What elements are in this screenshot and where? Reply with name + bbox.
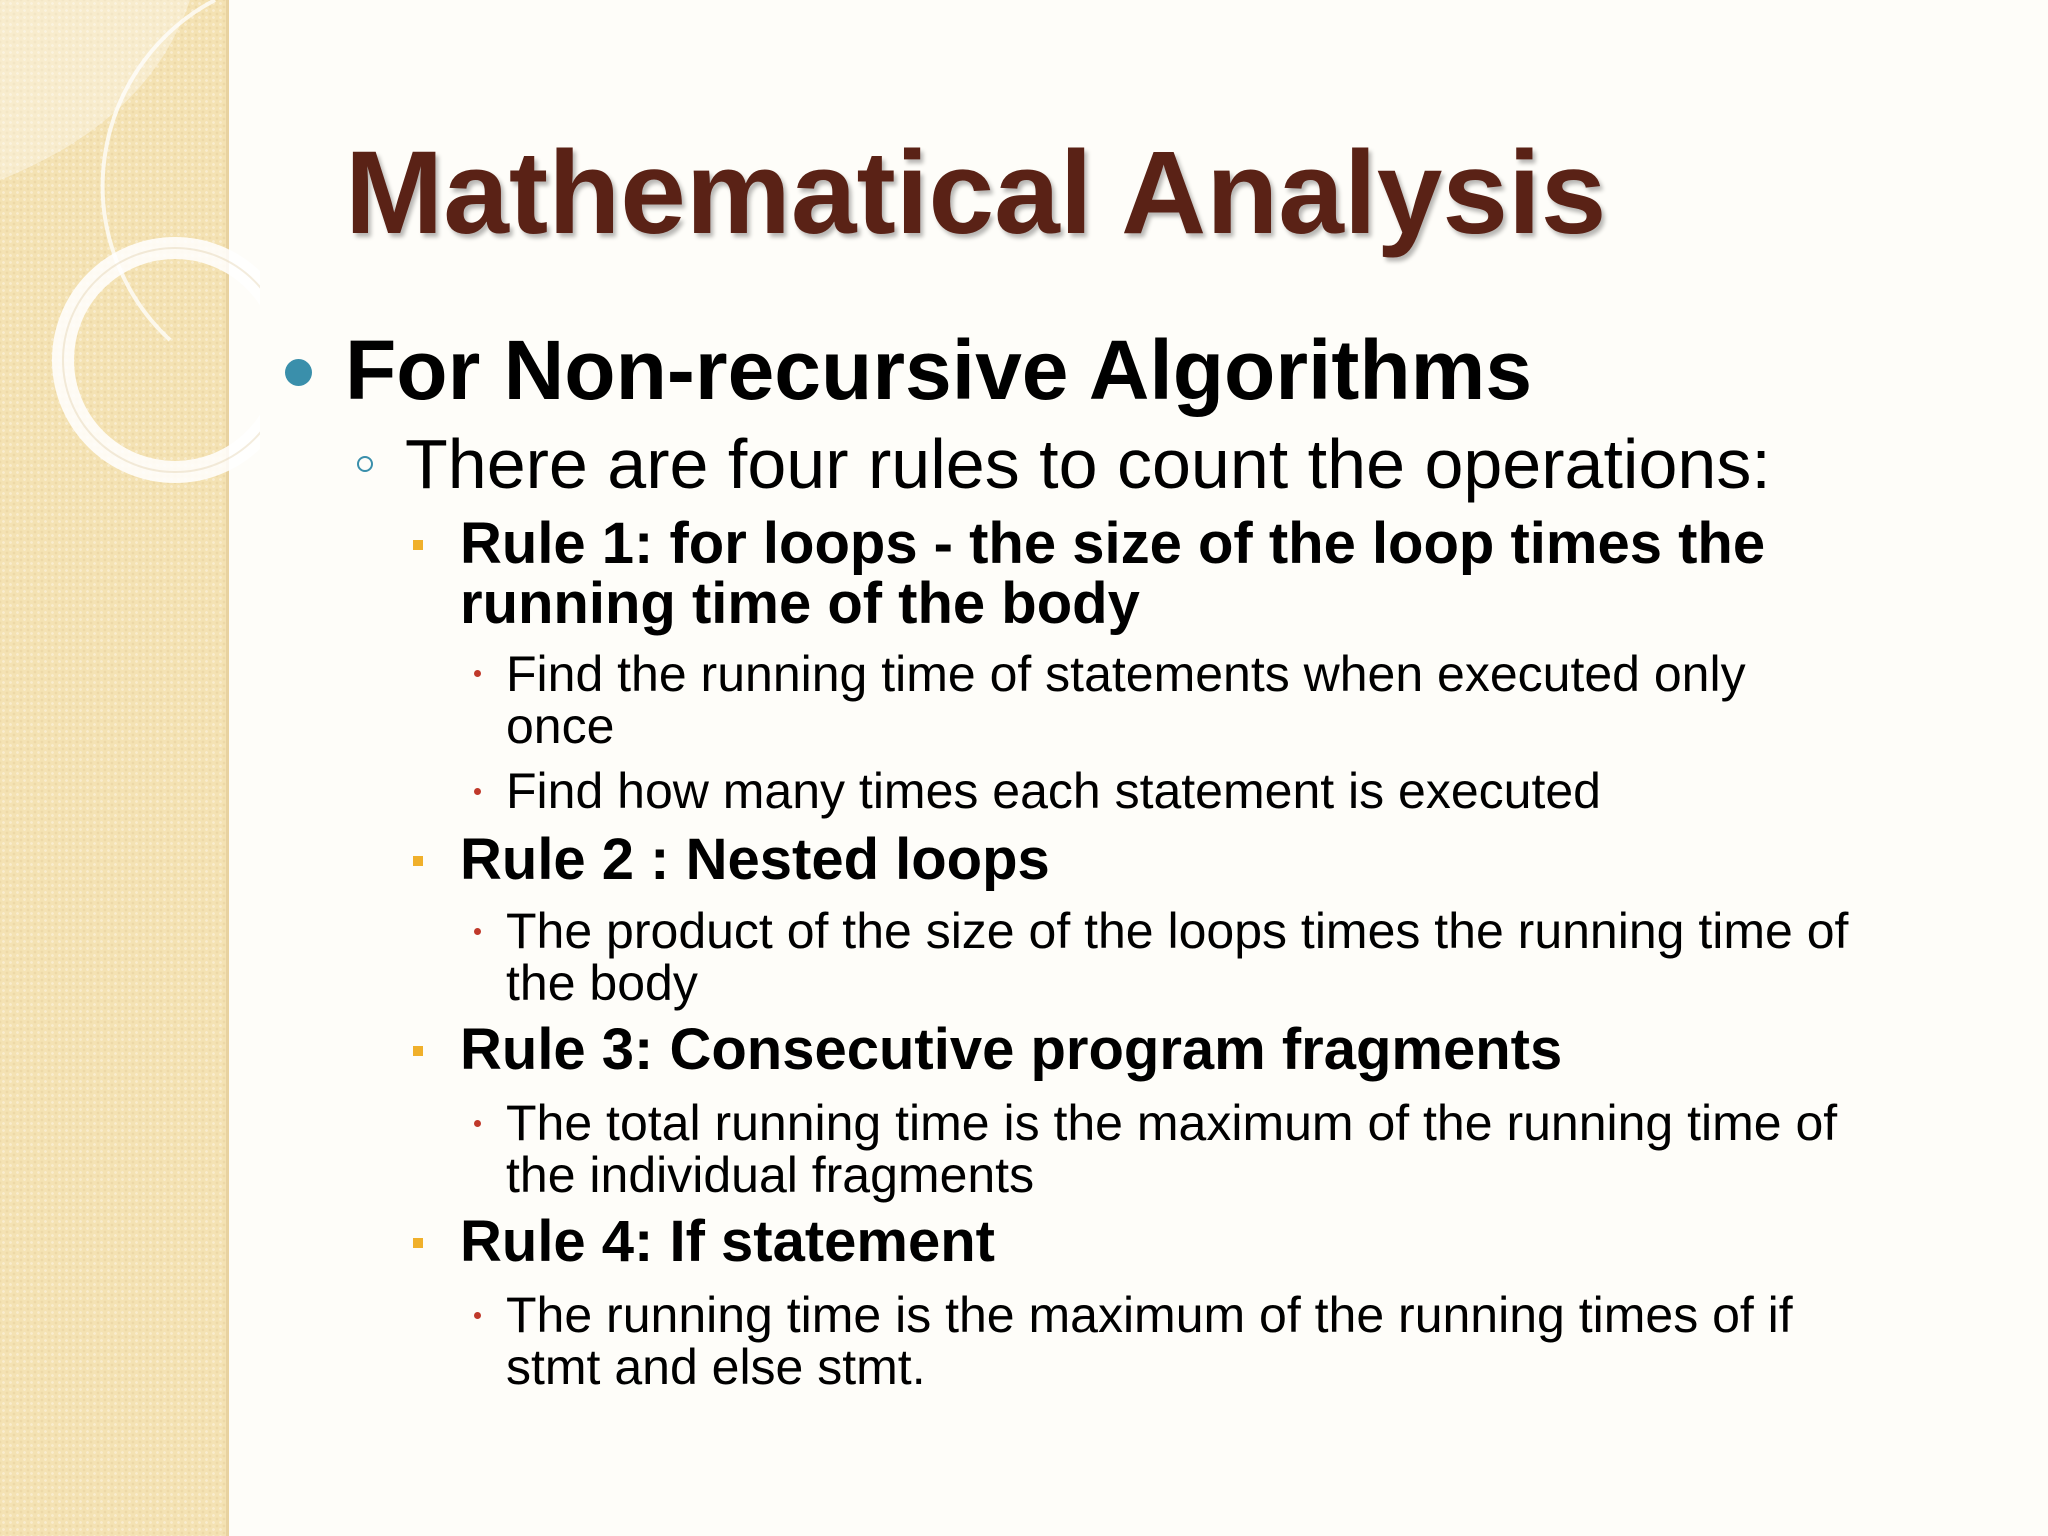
- bullet-rule-icon: [413, 540, 423, 550]
- rule-detail-line: stmt and else stmt.: [506, 1339, 926, 1395]
- bullet-rule-icon: [413, 1238, 423, 1248]
- heading-nonrecursive: For Non-recursive Algorithms: [345, 323, 1533, 417]
- rule-label-line: Rule 2 : Nested loops: [460, 827, 1050, 892]
- rule-detail-line: once: [506, 698, 615, 754]
- bullet-detail-icon: [474, 670, 481, 677]
- bullet-rule-icon: [413, 856, 423, 866]
- rule-label-line: Rule 1: for loops - the size of the loop times the: [460, 511, 1766, 576]
- bullet-rule-icon: [413, 1046, 423, 1056]
- intro-text: There are four rules to count the operations:: [405, 425, 1771, 503]
- bullet-detail-icon: [474, 1120, 481, 1127]
- rule-detail-line: Find how many times each statement is executed: [506, 763, 1601, 819]
- slide-title: Mathematical Analysis: [345, 127, 1607, 259]
- rule-detail-line: the body: [506, 955, 698, 1011]
- rule-detail-line: The total running time is the maximum of the running time of: [506, 1095, 1838, 1151]
- rule-detail-line: Find the running time of statements when executed only: [506, 646, 1746, 702]
- bullet-level1-icon: [285, 359, 312, 386]
- bullet-detail-icon: [474, 788, 481, 795]
- bullet-detail-icon: [474, 928, 481, 935]
- rule-label-line: Rule 4: If statement: [460, 1209, 995, 1274]
- rule-label-line: running time of the body: [460, 571, 1140, 636]
- rule-label-line: Rule 3: Consecutive program fragments: [460, 1017, 1563, 1082]
- bullet-level2-icon: [357, 456, 373, 472]
- rule-detail-line: The product of the size of the loops times the running time of: [506, 903, 1849, 959]
- rule-detail-line: The running time is the maximum of the running times of if: [506, 1287, 1793, 1343]
- rule-detail-line: the individual fragments: [506, 1147, 1035, 1203]
- bullet-detail-icon: [474, 1312, 481, 1319]
